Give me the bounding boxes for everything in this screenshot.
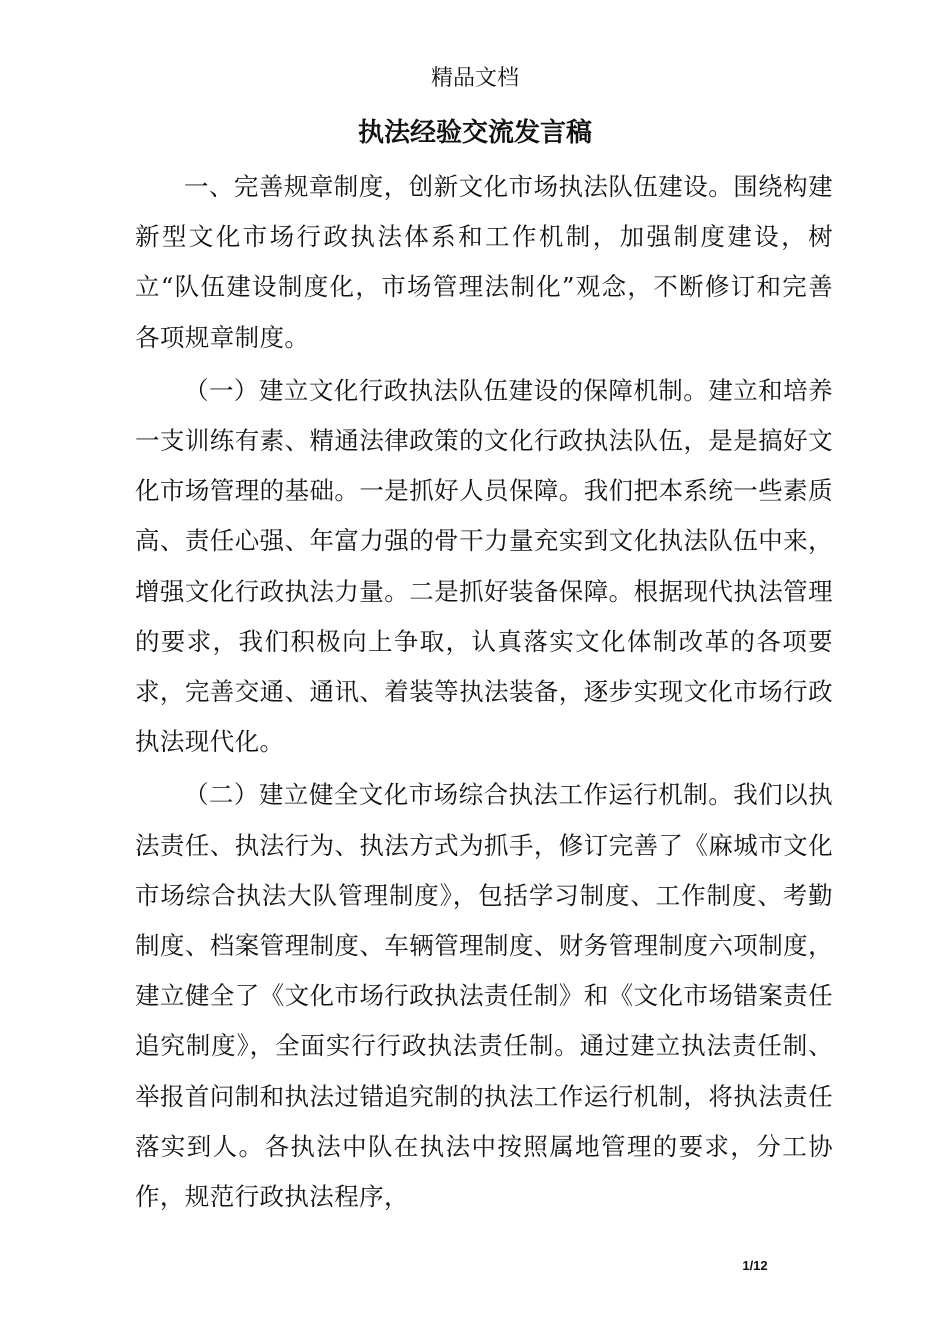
document-body [135,162,833,1225]
paragraph-3: （二）建立健全文化市场综合执法工作运行机制。我们以执法责任、执法行为、执法方式为抓手，修订完善了《麻城市文化市场综合执法大队管理制度》，包括学习制度、工作制度、考勤制度、档案管理制度、车辆管理制度、财务管理制度六项制度，建立健全了《文化市场行政执法责任制》和《文化市场错案责任追究制度》，全面实行行政执法责任制。通过建立执法责任制、举报首问制和执法过错追究制的执法工作运行机制，将执法责任落实到人。各执法中队在执法中按照属地管理的要求，分工协作，规范行政执法程序， [135,780,833,1212]
page-header: 精品文档 [430,66,519,91]
paragraph-2: （一）建立文化行政执法队伍建设的保障机制。建立和培养一支训练有素、精通法律政策的文化行政执法队伍，是是搞好文化市场管理的基础。一是抓好人员保障。我们把本系统一些素质高、责任心强、年富力强的骨干力量充实到文化执法队伍中来，增强文化行政执法力量。二是抓好装备保障。根据现代执法管理的要求，我们积极向上争取，认真落实文化体制改革的各项要求，完善交通、通讯、着装等执法装备，逐步实现文化市场行政执法现代化。 [135,375,833,757]
paragraph-1: 一、完善规章制度，创新文化市场执法队伍建设。围绕构建新型文化市场行政执法体系和工作机制，加强制度建设，树立“队伍建设制度化，市场管理法制化”观念，不断修订和完善各项规章制度。 [135,172,833,352]
page-number: 1/12 [742,1258,768,1273]
document-title: 执法经验交流发言稿 [357,118,592,148]
